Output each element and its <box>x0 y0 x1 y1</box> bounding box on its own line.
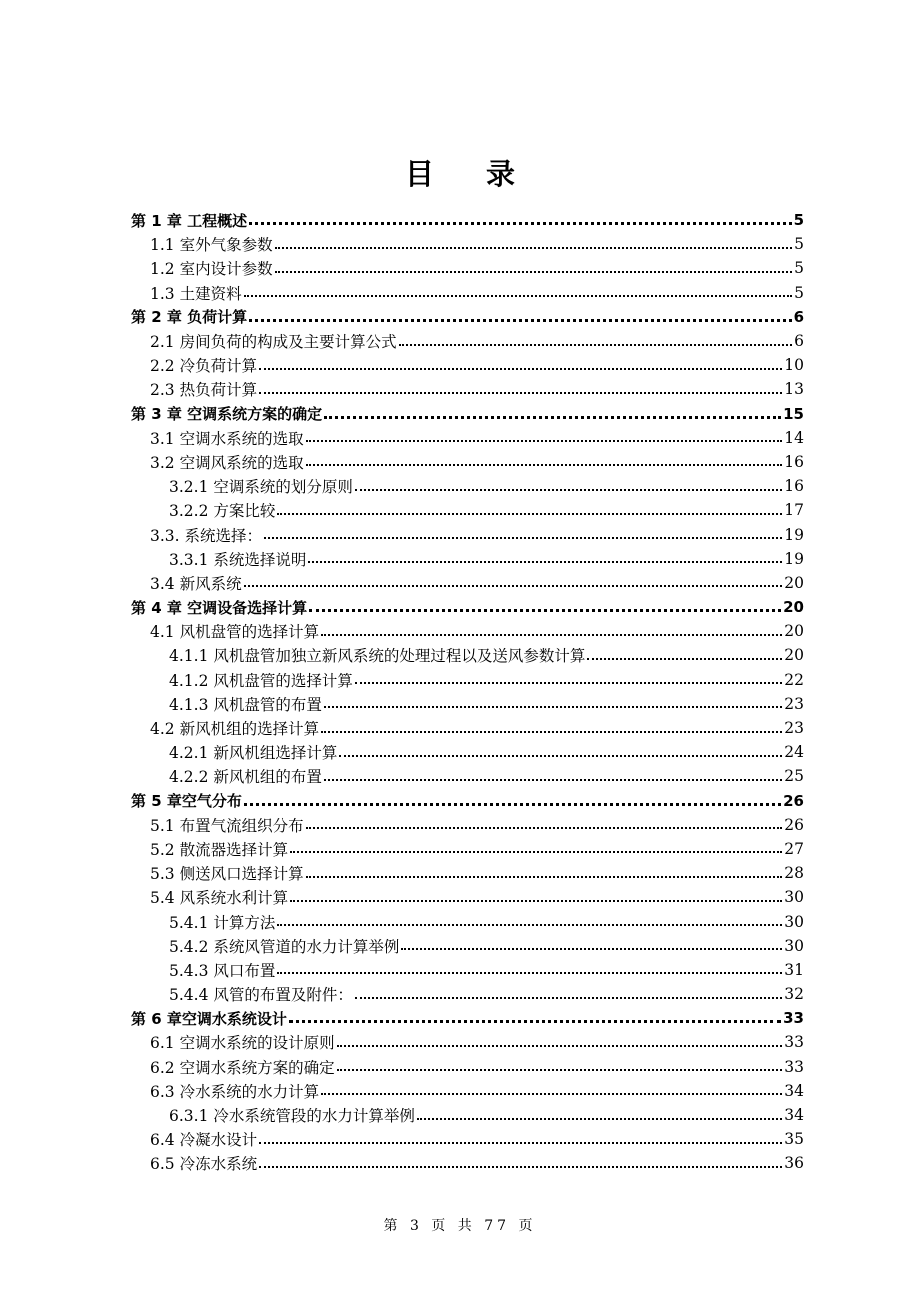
toc-dot-leader <box>587 657 782 660</box>
toc-entry[interactable] <box>150 256 804 280</box>
toc-entry[interactable] <box>169 740 804 764</box>
toc-entry-label: 1.1 室外气象参数 <box>150 236 273 255</box>
toc-entry[interactable] <box>150 571 804 595</box>
toc-entry[interactable] <box>169 1103 804 1127</box>
toc-dot-leader <box>277 923 782 926</box>
toc-entry-page-number: 34 <box>784 1081 804 1100</box>
toc-entry-page-number: 5 <box>794 283 804 302</box>
toc-entry-page-number: 23 <box>784 719 804 738</box>
toc-entry-label: 6.1 空调水系统的设计原则 <box>150 1034 335 1053</box>
toc-dot-leader <box>306 439 783 442</box>
toc-dot-leader <box>249 221 791 225</box>
toc-entry-label: 第 4 章 空调设备选择计算 <box>131 598 308 617</box>
toc-dot-leader <box>244 294 793 297</box>
toc-entry[interactable] <box>150 232 804 256</box>
toc-entry-label: 3.4 新风系统 <box>150 574 242 593</box>
toc-entry[interactable] <box>131 402 804 426</box>
toc-entry-label: 3.2.1 空调系统的划分原则 <box>169 478 353 497</box>
toc-entry-label: 2.3 热负荷计算 <box>150 381 258 400</box>
toc-entry-page-number: 32 <box>784 985 804 1004</box>
toc-entry[interactable] <box>169 668 804 692</box>
toc-entry[interactable] <box>150 861 804 885</box>
toc-entry-page-number: 5 <box>794 235 804 254</box>
toc-entry-label: 第 1 章 工程概述 <box>131 211 248 230</box>
toc-entry-page-number: 31 <box>784 960 804 979</box>
toc-entry[interactable] <box>169 934 804 958</box>
toc-entry-label: 4.2.2 新风机组的布置 <box>169 768 322 787</box>
toc-entry[interactable] <box>150 1030 804 1054</box>
toc-entry[interactable] <box>169 982 804 1006</box>
toc-entry[interactable] <box>131 789 804 813</box>
toc-dot-leader <box>321 1092 782 1095</box>
toc-entry-page-number: 30 <box>784 936 804 955</box>
toc-dot-leader <box>399 343 793 346</box>
toc-entry-page-number: 14 <box>784 428 804 447</box>
toc-entry[interactable] <box>169 547 804 571</box>
toc-entry-label: 5.1 布置气流组织分布 <box>150 816 304 835</box>
toc-dot-leader <box>337 1068 783 1071</box>
toc-dot-leader <box>244 802 781 806</box>
toc-dot-leader <box>401 947 782 950</box>
toc-entry-label: 4.1 风机盘管的选择计算 <box>150 623 320 642</box>
toc-dot-leader <box>259 1165 782 1168</box>
toc-dot-leader <box>308 560 782 563</box>
toc-entry-page-number: 5 <box>793 211 804 230</box>
toc-dot-leader <box>306 463 783 466</box>
toc-dot-leader <box>321 633 782 636</box>
toc-entry-label: 第 5 章空气分布 <box>131 792 242 811</box>
toc-entry-page-number: 19 <box>784 525 804 544</box>
toc-entry-label: 第 6 章空调水系统设计 <box>131 1009 287 1028</box>
toc-entry[interactable] <box>131 1006 804 1030</box>
toc-dot-leader <box>277 512 782 515</box>
toc-entry[interactable] <box>169 643 804 667</box>
toc-entry[interactable] <box>169 474 804 498</box>
toc-entry-page-number: 15 <box>783 404 804 423</box>
toc-entry-page-number: 34 <box>784 1106 804 1125</box>
toc-entry-page-number: 17 <box>784 501 804 520</box>
toc-entry-label: 3.2.2 方案比较 <box>169 502 276 521</box>
toc-entry-page-number: 20 <box>783 598 804 617</box>
toc-entry-page-number: 5 <box>794 259 804 278</box>
toc-entry-label: 1.3 土建资料 <box>150 284 242 303</box>
toc-entry-page-number: 19 <box>784 549 804 568</box>
toc-entry-label: 6.2 空调水系统方案的确定 <box>150 1058 335 1077</box>
toc-entry[interactable] <box>169 498 804 522</box>
toc-entry[interactable] <box>131 208 804 232</box>
toc-entry-page-number: 26 <box>784 815 804 834</box>
toc-entry-page-number: 23 <box>784 694 804 713</box>
toc-entry-page-number: 33 <box>783 1009 804 1028</box>
toc-entry-label: 5.4 风系统水利计算 <box>150 889 289 908</box>
toc-entry-label: 3.1 空调水系统的选取 <box>150 429 304 448</box>
toc-dot-leader <box>259 367 782 370</box>
page-footer: 第 3 页 共 77 页 <box>383 1218 537 1234</box>
toc-dot-leader <box>275 270 793 273</box>
toc-entry[interactable] <box>150 619 804 643</box>
toc-entry-label: 4.1.1 风机盘管加独立新风系统的处理过程以及送风参数计算 <box>169 647 586 666</box>
toc-entry-page-number: 10 <box>784 356 804 375</box>
toc-entry-label: 2.1 房间负荷的构成及主要计算公式 <box>150 333 397 352</box>
toc-dot-leader <box>275 246 793 249</box>
toc-entry[interactable] <box>150 716 804 740</box>
toc-entry[interactable] <box>150 426 804 450</box>
toc-entry-label: 6.3.1 冷水系统管段的水力计算举例 <box>169 1107 415 1126</box>
toc-entry[interactable] <box>150 1055 804 1079</box>
toc-entry[interactable] <box>131 595 804 619</box>
toc-dot-leader <box>324 778 782 781</box>
toc-dot-leader <box>324 705 782 708</box>
toc-dot-leader <box>306 875 783 878</box>
toc-dot-leader <box>249 318 791 322</box>
toc-entry-label: 4.1.2 风机盘管的选择计算 <box>169 671 353 690</box>
toc-entry-label: 4.2.1 新风机组选择计算 <box>169 744 338 763</box>
toc-dot-leader <box>259 391 782 394</box>
toc-entry-page-number: 6 <box>793 307 804 326</box>
toc-entry[interactable] <box>150 450 804 474</box>
toc-entry[interactable] <box>150 837 804 861</box>
toc-entry-label: 第 3 章 空调系统方案的确定 <box>131 405 323 424</box>
toc-entry-page-number: 36 <box>784 1154 804 1173</box>
toc-entry-page-number: 33 <box>784 1057 804 1076</box>
toc-entry[interactable] <box>150 377 804 401</box>
toc-dot-leader <box>309 608 781 612</box>
toc-entry[interactable] <box>150 281 804 305</box>
toc-entry-page-number: 27 <box>784 839 804 858</box>
toc-entry-label: 6.4 冷凝水设计 <box>150 1131 258 1150</box>
toc-dot-leader <box>290 850 782 853</box>
toc-dot-leader <box>289 1019 781 1023</box>
toc-entry-label: 4.2 新风机组的选择计算 <box>150 720 320 739</box>
toc-entry-label: 1.2 室内设计参数 <box>150 260 273 279</box>
toc-entry-label: 6.3 冷水系统的水力计算 <box>150 1082 320 1101</box>
toc-entry[interactable] <box>169 958 804 982</box>
toc-entry-label: 5.4.4 风管的布置及附件： <box>169 986 353 1005</box>
toc-entry-page-number: 6 <box>794 332 804 351</box>
toc-dot-leader <box>244 584 783 587</box>
toc-entry[interactable] <box>169 909 804 933</box>
toc-entry-label: 5.3 侧送风口选择计算 <box>150 865 304 884</box>
toc-dot-leader <box>355 996 782 999</box>
toc-entry-page-number: 22 <box>784 670 804 689</box>
toc-entry-label: 3.3.1 系统选择说明 <box>169 550 307 569</box>
toc-dot-leader <box>259 1141 782 1144</box>
toc-entry[interactable] <box>169 692 804 716</box>
toc-entry-label: 2.2 冷负荷计算 <box>150 357 258 376</box>
toc-entry-page-number: 20 <box>784 646 804 665</box>
toc-dot-leader <box>339 754 782 757</box>
toc-dot-leader <box>321 730 782 733</box>
toc-entry-page-number: 24 <box>784 743 804 762</box>
toc-dot-leader <box>324 415 781 419</box>
toc-dot-leader <box>306 826 783 829</box>
toc-entry-page-number: 28 <box>784 864 804 883</box>
toc-entry[interactable] <box>150 522 804 546</box>
toc-entry-page-number: 13 <box>784 380 804 399</box>
toc-entry-page-number: 30 <box>784 888 804 907</box>
toc-entry[interactable] <box>150 1079 804 1103</box>
toc-dot-leader <box>355 488 782 491</box>
toc-entry[interactable] <box>150 329 804 353</box>
toc-entry-label: 5.2 散流器选择计算 <box>150 840 289 859</box>
toc-dot-leader <box>417 1117 782 1120</box>
toc-entry-page-number: 20 <box>784 622 804 641</box>
toc-entry-page-number: 35 <box>784 1130 804 1149</box>
table-of-contents <box>0 208 920 1176</box>
toc-entry-page-number: 16 <box>784 452 804 471</box>
toc-entry-label: 第 2 章 负荷计算 <box>131 308 248 327</box>
toc-entry[interactable] <box>150 813 804 837</box>
toc-entry-page-number: 20 <box>784 573 804 592</box>
toc-entry-label: 5.4.3 风口布置 <box>169 961 276 980</box>
toc-dot-leader <box>277 971 782 974</box>
page-title: 目录 <box>404 157 567 191</box>
toc-entry[interactable] <box>150 885 804 909</box>
toc-entry-label: 5.4.1 计算方法 <box>169 913 276 932</box>
toc-entry-page-number: 30 <box>784 912 804 931</box>
toc-entry-label: 3.3. 系统选择： <box>150 526 263 545</box>
toc-entry-page-number: 33 <box>784 1033 804 1052</box>
toc-dot-leader <box>290 899 782 902</box>
toc-entry-label: 6.5 冷冻水系统 <box>150 1155 258 1174</box>
toc-entry-label: 5.4.2 系统风管道的水力计算举例 <box>169 937 400 956</box>
toc-entry-page-number: 25 <box>784 767 804 786</box>
toc-dot-leader <box>264 536 782 539</box>
toc-entry-page-number: 26 <box>783 791 804 810</box>
toc-dot-leader <box>337 1044 783 1047</box>
toc-entry[interactable] <box>150 1151 804 1175</box>
toc-entry-page-number: 16 <box>784 477 804 496</box>
toc-entry[interactable] <box>131 305 804 329</box>
toc-entry[interactable] <box>150 1127 804 1151</box>
toc-entry-label: 3.2 空调风系统的选取 <box>150 453 304 472</box>
toc-entry-label: 4.1.3 风机盘管的布置 <box>169 695 322 714</box>
toc-entry[interactable] <box>169 764 804 788</box>
toc-dot-leader <box>355 681 782 684</box>
toc-entry[interactable] <box>150 353 804 377</box>
